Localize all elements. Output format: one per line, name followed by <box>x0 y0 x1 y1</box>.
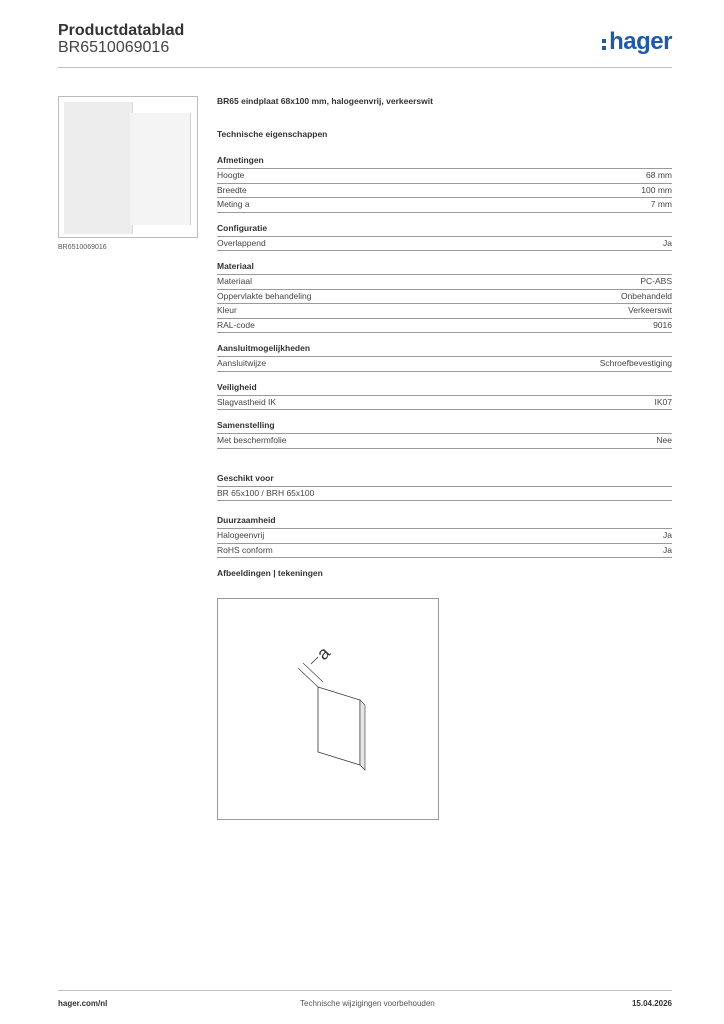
spec-label: RAL-code <box>217 319 255 330</box>
section-title: Geschikt voor <box>217 473 672 487</box>
logo-dots-icon <box>602 36 607 50</box>
section-geschikt-voor <box>217 473 672 502</box>
spec-row <box>217 304 672 319</box>
spec-row <box>217 290 672 305</box>
spec-row <box>217 184 672 199</box>
logo-text: hager <box>609 28 672 55</box>
dimension-extension-line <box>303 663 323 682</box>
spec-row <box>217 275 672 290</box>
spec-label: RoHS conform <box>217 544 273 555</box>
spec-row <box>217 237 672 252</box>
page-title: Productdatablad <box>58 22 185 39</box>
spec-label: Slagvastheid IK <box>217 396 277 407</box>
spec-value: Ja <box>663 544 672 555</box>
product-description: BR65 eindplaat 68x100 mm, halogeenvrij, verkeerswit <box>217 96 433 106</box>
dimension-extension-line <box>298 668 318 687</box>
footer-site: hager.com/nl <box>58 999 108 1008</box>
hager-logo <box>602 28 672 56</box>
section-title: Afmetingen <box>217 155 672 169</box>
section-title: Samenstelling <box>217 420 672 434</box>
section-title: Materiaal <box>217 261 672 275</box>
spec-value: Schroefbevestiging <box>599 358 672 368</box>
spec-label: Meting a <box>217 199 250 209</box>
spec-label: Oppervlakte behandeling <box>217 290 312 301</box>
section-afmetingen <box>217 155 672 213</box>
product-code: BR6510069016 <box>58 39 170 56</box>
product-plate-front <box>64 102 133 234</box>
plate-side <box>360 700 365 770</box>
dimension-line <box>311 657 318 664</box>
footer-divider <box>58 990 672 991</box>
section-title: Aansluitmogelijkheden <box>217 343 672 357</box>
spec-label: Met beschermfolie <box>217 435 287 445</box>
spec-value: Nee <box>656 435 672 445</box>
spec-label: Halogeenvrij <box>217 530 265 540</box>
spec-row <box>217 198 672 213</box>
section-spacer <box>217 459 672 473</box>
spec-row <box>217 319 672 334</box>
spec-column <box>217 96 672 578</box>
spec-label: Overlappend <box>217 237 266 248</box>
spec-label: Breedte <box>217 184 247 195</box>
product-plate-edge <box>130 113 191 225</box>
spec-value: 100 mm <box>641 184 672 195</box>
product-image-caption: BR6510069016 <box>58 244 107 251</box>
spec-value: 7 mm <box>650 199 672 209</box>
dimension-label: a <box>312 642 334 664</box>
spec-value: Verkeerswit <box>628 305 672 315</box>
spec-row <box>217 487 672 502</box>
spec-label: Kleur <box>217 305 237 315</box>
section-title: Duurzaamheid <box>217 515 672 529</box>
spec-label: BR 65x100 / BRH 65x100 <box>217 487 315 498</box>
spec-value: IK07 <box>654 396 672 407</box>
spec-value: 68 mm <box>646 170 672 180</box>
tech-properties-title: Technische eigenschappen <box>217 129 328 139</box>
section-duurzaamheid <box>217 515 672 558</box>
spec-value: Ja <box>663 237 672 248</box>
figures-title: Afbeeldingen | tekeningen <box>217 568 323 578</box>
section-materiaal <box>217 261 672 333</box>
spec-row <box>217 434 672 449</box>
spec-value: 9016 <box>653 319 672 330</box>
section-aansluitmogelijkheden <box>217 343 672 372</box>
spec-row <box>217 529 672 544</box>
spec-value: PC-ABS <box>640 276 672 286</box>
drawing-svg <box>218 599 438 819</box>
spec-label: Hoogte <box>217 170 245 180</box>
section-configuratie <box>217 223 672 252</box>
footer-date: 15.04.2026 <box>631 999 672 1008</box>
spec-row <box>217 396 672 411</box>
spec-row <box>217 169 672 184</box>
product-image <box>58 96 198 238</box>
spec-label: Aansluitwijze <box>217 358 267 368</box>
plate-outline <box>318 687 360 765</box>
section-title: Veiligheid <box>217 382 672 396</box>
spec-row <box>217 357 672 372</box>
spec-value: Onbehandeld <box>620 290 672 301</box>
section-veiligheid <box>217 382 672 411</box>
footer-note: Technische wijzigingen voorbehouden <box>300 999 435 1008</box>
technical-drawing <box>217 598 439 820</box>
section-title: Configuratie <box>217 223 672 237</box>
spec-value: Ja <box>663 530 672 540</box>
section-samenstelling <box>217 420 672 449</box>
spec-row <box>217 544 672 559</box>
header-divider <box>58 67 672 68</box>
spec-label: Materiaal <box>217 276 252 286</box>
